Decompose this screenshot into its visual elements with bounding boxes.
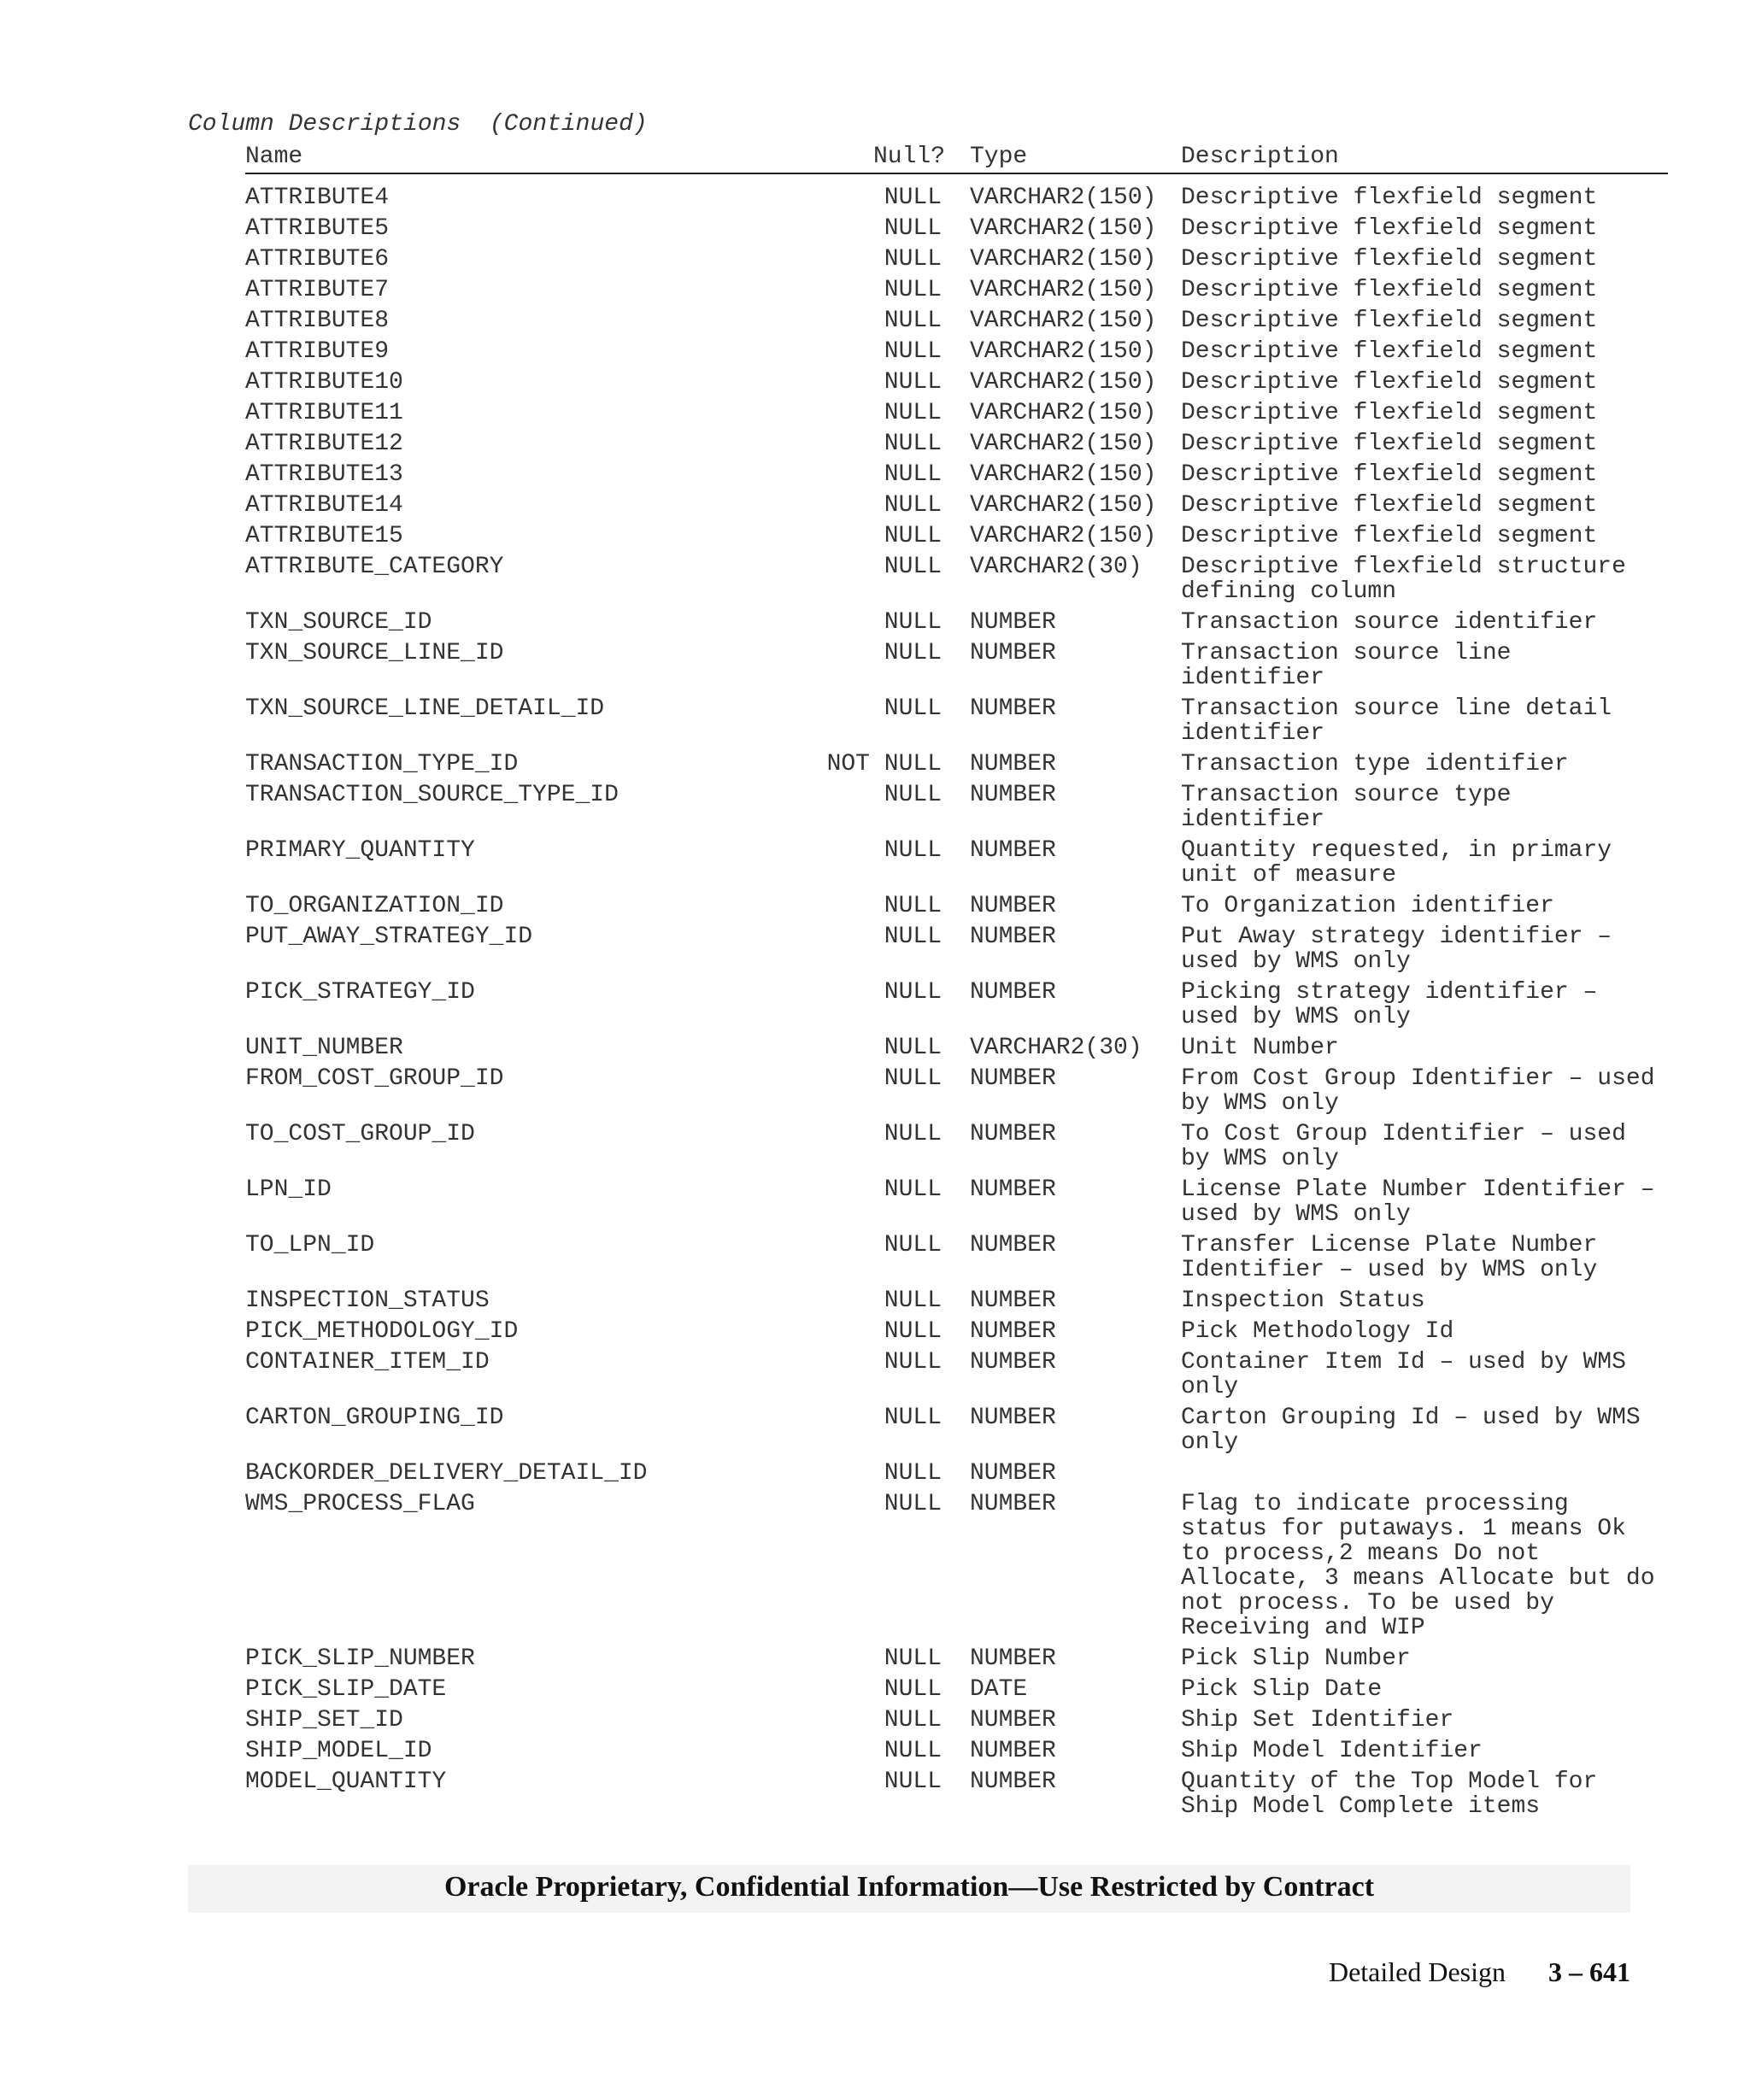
column-description: Descriptive flexfield segment <box>1181 492 1598 519</box>
column-nullability: NULL <box>884 1065 942 1092</box>
column-nullability: NULL <box>884 1707 942 1733</box>
table-row <box>245 1461 1681 1486</box>
column-name: BACKORDER_DELIVERY_DETAIL_ID <box>245 1460 648 1487</box>
table-caption: Column Descriptions (Continued) <box>188 111 648 138</box>
column-name: PICK_METHODOLOGY_ID <box>245 1318 519 1345</box>
column-nullability: NULL <box>884 1769 942 1795</box>
table-row <box>245 339 1681 364</box>
column-type: DATE <box>970 1676 1028 1703</box>
header-null: Null? <box>873 144 946 170</box>
column-nullability: NULL <box>884 1035 942 1061</box>
column-description: Transaction type identifier <box>1181 751 1569 777</box>
column-nullability: NULL <box>884 924 942 950</box>
column-description: Ship Set Identifier <box>1181 1707 1454 1733</box>
table-row <box>245 641 1681 690</box>
column-nullability: NOT NULL <box>826 751 942 777</box>
table-row <box>245 838 1681 888</box>
column-description: Transaction source type identifier <box>1181 782 1512 833</box>
column-name: TXN_SOURCE_LINE_ID <box>245 640 504 666</box>
column-description: Descriptive flexfield segment <box>1181 369 1598 396</box>
header-type: Type <box>970 144 1028 170</box>
column-nullability: NULL <box>884 1676 942 1703</box>
column-description: Transaction source line identifier <box>1181 640 1512 691</box>
table-row <box>245 431 1681 456</box>
table-row <box>245 1233 1681 1282</box>
column-nullability: NULL <box>884 1318 942 1345</box>
table-row <box>245 1708 1681 1733</box>
table-row <box>245 493 1681 518</box>
column-type: VARCHAR2(150) <box>970 215 1157 242</box>
column-type: NUMBER <box>970 1645 1056 1672</box>
column-name: ATTRIBUTE9 <box>245 338 390 365</box>
column-name: CONTAINER_ITEM_ID <box>245 1349 490 1376</box>
table-row <box>245 278 1681 302</box>
column-name: MODEL_QUANTITY <box>245 1769 447 1795</box>
column-type: NUMBER <box>970 1318 1056 1345</box>
column-type: VARCHAR2(150) <box>970 400 1157 426</box>
column-type: NUMBER <box>970 751 1056 777</box>
table-row <box>245 1492 1681 1640</box>
column-type: NUMBER <box>970 1288 1056 1314</box>
column-description: Descriptive flexfield segment <box>1181 338 1598 365</box>
column-description: Carton Grouping Id – used by WMS only <box>1181 1405 1641 1456</box>
column-description: Descriptive flexfield segment <box>1181 308 1598 334</box>
table-row <box>245 308 1681 333</box>
column-name: TO_COST_GROUP_ID <box>245 1121 475 1147</box>
column-name: WMS_PROCESS_FLAG <box>245 1491 475 1517</box>
column-name: ATTRIBUTE8 <box>245 308 390 334</box>
table-row <box>245 462 1681 487</box>
column-nullability: NULL <box>884 1405 942 1431</box>
column-name: ATTRIBUTE13 <box>245 461 403 488</box>
column-description: Pick Slip Number <box>1181 1645 1411 1672</box>
column-nullability: NULL <box>884 369 942 396</box>
header-name: Name <box>245 144 303 170</box>
table-row <box>245 1066 1681 1116</box>
column-type: NUMBER <box>970 1738 1056 1764</box>
column-name: TRANSACTION_TYPE_ID <box>245 751 519 777</box>
column-type: NUMBER <box>970 1491 1056 1517</box>
table-row <box>245 370 1681 395</box>
column-description: Picking strategy identifier – used by WMS only <box>1181 979 1598 1030</box>
column-name: PUT_AWAY_STRATEGY_ID <box>245 924 533 950</box>
column-description <box>1181 1461 1659 1486</box>
table-row <box>245 401 1681 425</box>
column-description: Quantity of the Top Model for Ship Model Complete items <box>1181 1769 1598 1820</box>
column-name: PICK_SLIP_DATE <box>245 1676 447 1703</box>
column-type: NUMBER <box>970 695 1056 722</box>
column-type: NUMBER <box>970 1232 1056 1258</box>
table-row <box>245 1646 1681 1671</box>
column-nullability: NULL <box>884 1491 942 1517</box>
column-description: Transaction source identifier <box>1181 609 1598 636</box>
column-name: CARTON_GROUPING_ID <box>245 1405 504 1431</box>
column-name: ATTRIBUTE7 <box>245 277 390 303</box>
table-row <box>245 1769 1681 1819</box>
column-description: Descriptive flexfield segment <box>1181 400 1598 426</box>
column-nullability: NULL <box>884 640 942 666</box>
column-description: License Plate Number Identifier – used by WMS only <box>1181 1176 1655 1228</box>
column-nullability: NULL <box>884 1738 942 1764</box>
table-row <box>245 1405 1681 1455</box>
column-type: NUMBER <box>970 1460 1056 1487</box>
column-nullability: NULL <box>884 554 942 580</box>
column-type: VARCHAR2(150) <box>970 246 1157 273</box>
column-type: NUMBER <box>970 1769 1056 1795</box>
column-nullability: NULL <box>884 1121 942 1147</box>
table-row <box>245 924 1681 974</box>
column-nullability: NULL <box>884 695 942 722</box>
column-description: Descriptive flexfield segment <box>1181 461 1598 488</box>
table-row <box>245 1739 1681 1763</box>
table-row <box>245 1350 1681 1399</box>
column-name: TRANSACTION_SOURCE_TYPE_ID <box>245 782 619 808</box>
column-name: INSPECTION_STATUS <box>245 1288 490 1314</box>
column-name: UNIT_NUMBER <box>245 1035 403 1061</box>
table-row <box>245 1288 1681 1313</box>
table-header <box>245 142 1668 174</box>
table-row <box>245 1677 1681 1702</box>
column-type: NUMBER <box>970 609 1056 636</box>
column-type: VARCHAR2(150) <box>970 523 1157 549</box>
column-nullability: NULL <box>884 215 942 242</box>
table-row <box>245 1177 1681 1227</box>
column-description: Unit Number <box>1181 1035 1339 1061</box>
column-nullability: NULL <box>884 308 942 334</box>
table-row <box>245 1319 1681 1344</box>
column-nullability: NULL <box>884 1460 942 1487</box>
table-row <box>245 1035 1681 1060</box>
column-name: SHIP_SET_ID <box>245 1707 403 1733</box>
column-nullability: NULL <box>884 277 942 303</box>
table-row <box>245 554 1681 604</box>
column-name: TXN_SOURCE_LINE_DETAIL_ID <box>245 695 605 722</box>
column-nullability: NULL <box>884 1645 942 1672</box>
column-description: Descriptive flexfield segment <box>1181 431 1598 457</box>
header-description: Description <box>1181 144 1339 170</box>
column-nullability: NULL <box>884 782 942 808</box>
column-description: Pick Methodology Id <box>1181 1318 1454 1345</box>
column-type: VARCHAR2(150) <box>970 369 1157 396</box>
column-name: PRIMARY_QUANTITY <box>245 837 475 864</box>
page-number: 3 – 641 <box>1548 1956 1630 1987</box>
table-row <box>245 980 1681 1029</box>
column-nullability: NULL <box>884 609 942 636</box>
column-nullability: NULL <box>884 837 942 864</box>
column-description: Ship Model Identifier <box>1181 1738 1483 1764</box>
column-description: Descriptive flexfield segment <box>1181 523 1598 549</box>
column-nullability: NULL <box>884 185 942 211</box>
column-nullability: NULL <box>884 979 942 1006</box>
table-row <box>245 185 1681 210</box>
column-name: TXN_SOURCE_ID <box>245 609 432 636</box>
column-description: Quantity requested, in primary unit of measure <box>1181 837 1612 889</box>
column-nullability: NULL <box>884 400 942 426</box>
column-nullability: NULL <box>884 492 942 519</box>
column-type: NUMBER <box>970 1349 1056 1376</box>
column-nullability: NULL <box>884 1176 942 1203</box>
column-table-body <box>245 185 1681 1825</box>
column-name: LPN_ID <box>245 1176 332 1203</box>
column-type: VARCHAR2(150) <box>970 277 1157 303</box>
column-type: VARCHAR2(150) <box>970 492 1157 519</box>
table-row <box>245 247 1681 272</box>
column-nullability: NULL <box>884 1349 942 1376</box>
column-type: NUMBER <box>970 1176 1056 1203</box>
column-name: ATTRIBUTE5 <box>245 215 390 242</box>
column-nullability: NULL <box>884 338 942 365</box>
column-description: Inspection Status <box>1181 1288 1425 1314</box>
column-type: NUMBER <box>970 1405 1056 1431</box>
column-description: Descriptive flexfield segment <box>1181 277 1598 303</box>
column-type: VARCHAR2(150) <box>970 431 1157 457</box>
column-type: VARCHAR2(150) <box>970 185 1157 211</box>
column-description: Container Item Id – used by WMS only <box>1181 1349 1626 1400</box>
column-name: SHIP_MODEL_ID <box>245 1738 432 1764</box>
column-nullability: NULL <box>884 431 942 457</box>
column-name: ATTRIBUTE4 <box>245 185 390 211</box>
column-name: TO_ORGANIZATION_ID <box>245 893 504 919</box>
column-type: VARCHAR2(30) <box>970 1035 1142 1061</box>
section-title: Detailed Design <box>1328 1956 1506 1987</box>
column-description: Transaction source line detail identifier <box>1181 695 1612 747</box>
column-type: NUMBER <box>970 979 1056 1006</box>
column-description: Flag to indicate processing status for putaways. 1 means Ok to process,2 means Do not Allocate, 3 means Allocate but do not process. To be used by Receiving and WIP <box>1181 1491 1655 1641</box>
table-row <box>245 610 1681 635</box>
column-type: VARCHAR2(150) <box>970 461 1157 488</box>
table-row <box>245 752 1681 777</box>
column-description: Descriptive flexfield segment <box>1181 246 1598 273</box>
column-description: Transfer License Plate Number Identifier – used by WMS only <box>1181 1232 1598 1283</box>
table-row <box>245 783 1681 832</box>
column-type: NUMBER <box>970 893 1056 919</box>
column-description: From Cost Group Identifier – used by WMS only <box>1181 1065 1655 1117</box>
column-name: ATTRIBUTE15 <box>245 523 403 549</box>
table-row <box>245 894 1681 918</box>
column-nullability: NULL <box>884 523 942 549</box>
column-description: To Organization identifier <box>1181 893 1554 919</box>
column-name: ATTRIBUTE_CATEGORY <box>245 554 504 580</box>
column-nullability: NULL <box>884 461 942 488</box>
column-type: VARCHAR2(150) <box>970 308 1157 334</box>
column-description: Pick Slip Date <box>1181 1676 1383 1703</box>
column-name: ATTRIBUTE10 <box>245 369 403 396</box>
table-row <box>245 524 1681 548</box>
column-description: Descriptive flexfield structure defining column <box>1181 554 1626 605</box>
column-name: ATTRIBUTE11 <box>245 400 403 426</box>
confidential-notice: Oracle Proprietary, Confidential Information––Use Restricted by Contract <box>443 1871 1375 1903</box>
column-type: VARCHAR2(30) <box>970 554 1142 580</box>
table-row <box>245 1122 1681 1171</box>
column-type: NUMBER <box>970 640 1056 666</box>
table-row <box>245 216 1681 241</box>
column-type: NUMBER <box>970 1707 1056 1733</box>
column-name: FROM_COST_GROUP_ID <box>245 1065 504 1092</box>
column-type: NUMBER <box>970 782 1056 808</box>
column-type: NUMBER <box>970 1121 1056 1147</box>
column-description: Put Away strategy identifier – used by WMS only <box>1181 924 1612 975</box>
column-type: NUMBER <box>970 924 1056 950</box>
column-nullability: NULL <box>884 893 942 919</box>
column-nullability: NULL <box>884 246 942 273</box>
column-type: VARCHAR2(150) <box>970 338 1157 365</box>
column-nullability: NULL <box>884 1232 942 1258</box>
page-footer <box>1329 1956 1630 1988</box>
column-type: NUMBER <box>970 1065 1056 1092</box>
column-name: PICK_SLIP_NUMBER <box>245 1645 475 1672</box>
column-description: Descriptive flexfield segment <box>1181 185 1598 211</box>
column-name: PICK_STRATEGY_ID <box>245 979 475 1006</box>
column-name: ATTRIBUTE12 <box>245 431 403 457</box>
column-nullability: NULL <box>884 1288 942 1314</box>
column-type: NUMBER <box>970 837 1056 864</box>
column-name: ATTRIBUTE6 <box>245 246 390 273</box>
table-row <box>245 696 1681 746</box>
column-name: TO_LPN_ID <box>245 1232 375 1258</box>
column-description: To Cost Group Identifier – used by WMS only <box>1181 1121 1626 1172</box>
column-description: Descriptive flexfield segment <box>1181 215 1598 242</box>
column-name: ATTRIBUTE14 <box>245 492 403 519</box>
